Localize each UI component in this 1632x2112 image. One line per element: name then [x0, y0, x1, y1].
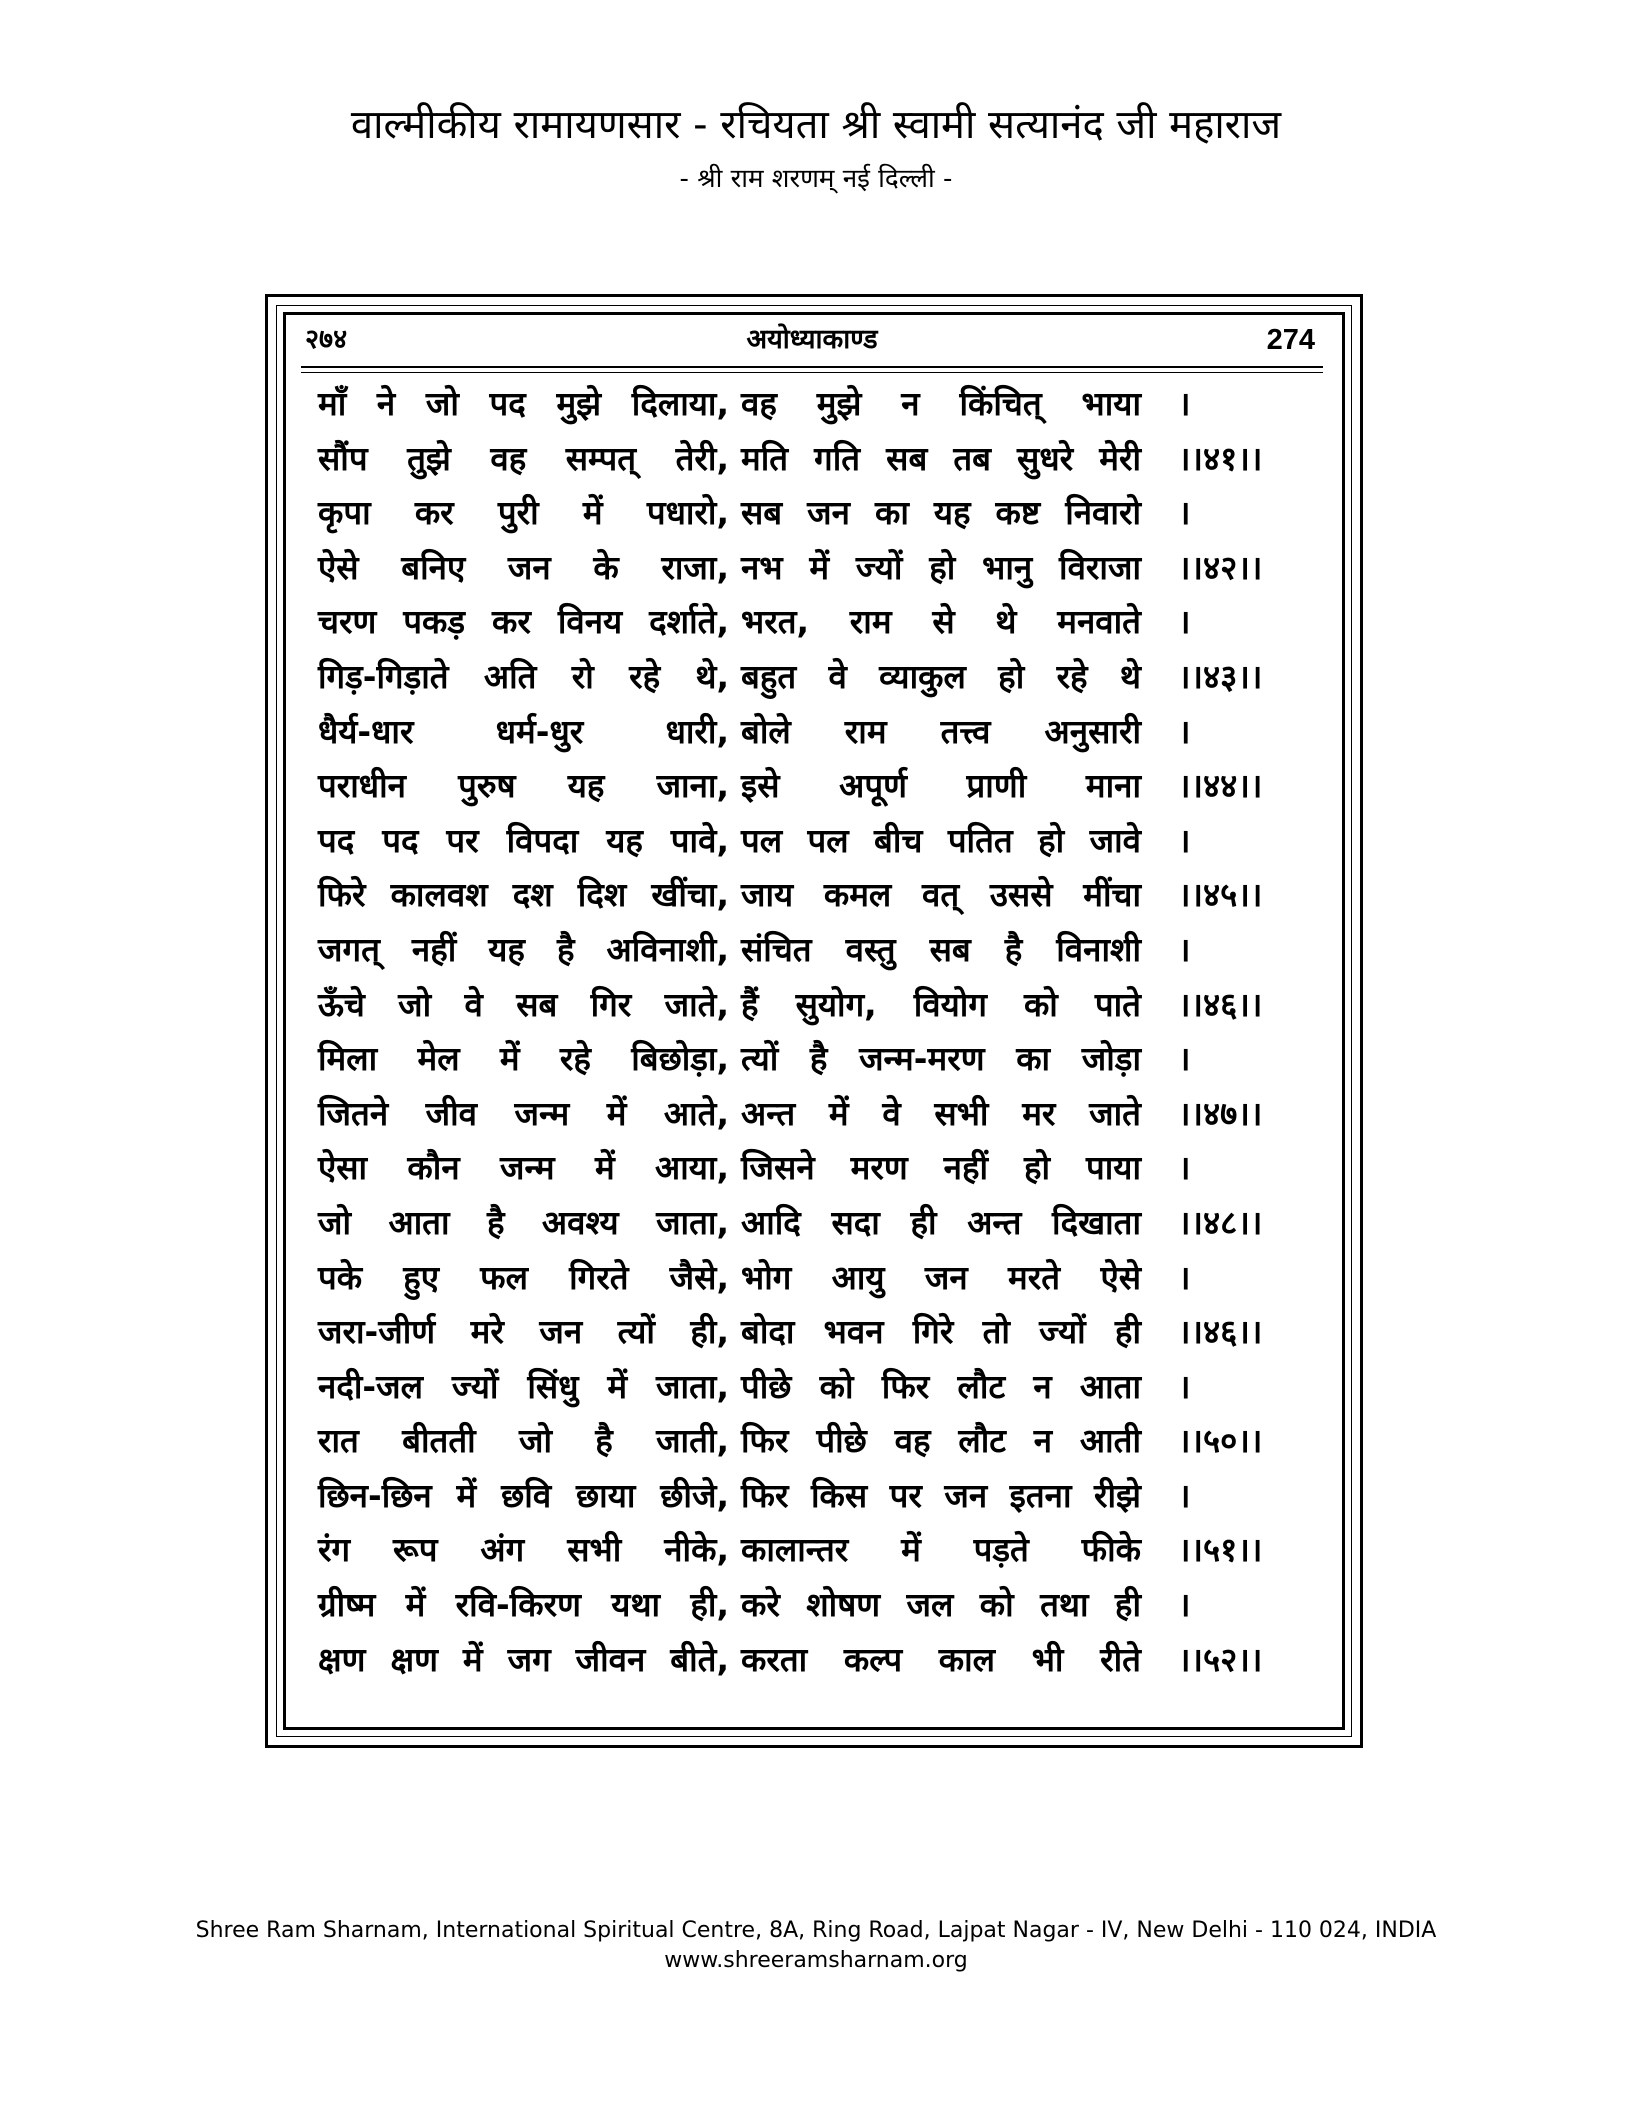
- verse-first-half: रात बीतती जो है जाती,: [318, 1421, 729, 1461]
- page-number: 274: [1266, 324, 1315, 356]
- book-title: वाल्मीकीय रामायणसार - रचियता श्री स्वामी सत्यानंद जी महाराज: [350, 102, 1282, 148]
- verse-number: ।: [1178, 384, 1191, 423]
- verse-first-half: चरण पकड़ कर विनय दर्शाते,: [318, 602, 729, 642]
- verse-second-half: कालान्तर में पड़ते फीके: [741, 1530, 1141, 1570]
- verse-number: ।: [1178, 1148, 1191, 1188]
- verse-first-half: माँ ने जो पद मुझे दिलाया,: [318, 384, 729, 423]
- verse-second-half: पीछे को फिर लौट न आता: [741, 1366, 1141, 1406]
- verse-second-half: मति गति सब तब सुधरे मेरी: [741, 438, 1141, 478]
- verse-first-half: छिन-छिन में छवि छाया छीजे,: [318, 1475, 729, 1515]
- page-heading-bar: [301, 318, 1323, 368]
- footer-address: Shree Ram Sharnam, International Spiritual Centre, 8A, Ring Road, Lajpat Nagar - IV, New Delhi - 110 024, INDIA: [195, 1918, 1437, 1943]
- book-subtitle: - श्री राम शरणम् नई दिल्ली -: [679, 164, 953, 194]
- verse-number: ।।४२।।: [1178, 547, 1263, 587]
- verse-second-half: संचित वस्तु सब है विनाशी: [741, 929, 1141, 969]
- verse-number: ।।५१।।: [1178, 1530, 1263, 1570]
- verse-second-half: हैं सुयोग, वियोग को पाते: [741, 984, 1141, 1024]
- verse-first-half: गिड़-गिड़ाते अति रो रहे थे,: [318, 656, 729, 696]
- verse-row: [0, 1634, 1632, 1689]
- verse-second-half: बोले राम तत्त्व अनुसारी: [741, 711, 1141, 751]
- verse-first-half: मिला मेल में रहे बिछोड़ा,: [318, 1039, 729, 1079]
- verse-second-half: फिर किस पर जन इतना रीझे: [741, 1475, 1141, 1515]
- verse-second-half: पल पल बीच पतित हो जावे: [741, 820, 1141, 860]
- verse-row: [0, 979, 1632, 1034]
- verse-row: [0, 433, 1632, 488]
- verse-first-half: क्षण क्षण में जग जीवन बीते,: [318, 1639, 729, 1679]
- verse-number: ।: [1178, 1585, 1191, 1625]
- verse-second-half: आदि सदा ही अन्त दिखाता: [741, 1202, 1141, 1242]
- verse-row: [0, 487, 1632, 542]
- verse-number: ।।४६।।: [1178, 1312, 1263, 1352]
- section-title: अयोध्याकाण्ड: [746, 324, 878, 355]
- verse-first-half: धैर्य-धार धर्म-धुर धारी,: [318, 711, 729, 751]
- verse-first-half: जो आता है अवश्य जाता,: [318, 1202, 729, 1242]
- verse-first-half: जितने जीव जन्म में आते,: [318, 1093, 729, 1133]
- verse-row: [0, 1197, 1632, 1252]
- verse-row: [0, 651, 1632, 706]
- verse-row: [0, 924, 1632, 979]
- footer-url: www.shreeramsharnam.org: [664, 1948, 968, 1973]
- verse-list: [0, 378, 1632, 1688]
- verse-number: ।।४७।।: [1178, 1093, 1263, 1133]
- verse-first-half: फिरे कालवश दश दिश खींचा,: [318, 875, 729, 915]
- verse-number: ।: [1178, 711, 1191, 751]
- verse-number: ।: [1178, 493, 1191, 533]
- verse-number: ।।५०।।: [1178, 1421, 1263, 1461]
- heading-rule: [301, 366, 1323, 368]
- verse-first-half: ऊँचे जो वे सब गिर जाते,: [318, 984, 729, 1024]
- verse-row: [0, 760, 1632, 815]
- verse-second-half: फिर पीछे वह लौट न आती: [741, 1421, 1141, 1461]
- verse-second-half: जाय कमल वत् उससे मींचा: [741, 875, 1141, 915]
- verse-second-half: भरत, राम से थे मनवाते: [741, 602, 1141, 642]
- verse-row: [0, 815, 1632, 870]
- heading-rule-thin: [301, 372, 1323, 373]
- verse-second-half: इसे अपूर्ण प्राणी माना: [741, 766, 1141, 806]
- verse-row: [0, 596, 1632, 651]
- verse-number: ।।४१।।: [1178, 438, 1263, 478]
- verse-second-half: सब जन का यह कष्ट निवारो: [741, 493, 1141, 533]
- verse-second-half: त्यों है जन्म-मरण का जोड़ा: [741, 1039, 1141, 1079]
- verse-second-half: भोग आयु जन मरते ऐसे: [741, 1257, 1141, 1297]
- verse-first-half: पद पद पर विपदा यह पावे,: [318, 820, 729, 860]
- verse-second-half: वह मुझे न किंचित् भाया: [741, 384, 1141, 423]
- verse-row: [0, 1579, 1632, 1634]
- verse-row: [0, 1470, 1632, 1525]
- verse-number: ।।४८।।: [1178, 1202, 1263, 1242]
- verse-row: [0, 1142, 1632, 1197]
- verse-row: [0, 378, 1632, 433]
- verse-first-half: रंग रूप अंग सभी नीके,: [318, 1530, 729, 1570]
- verse-second-half: करता कल्प काल भी रीते: [741, 1639, 1141, 1679]
- verse-first-half: ऐसा कौन जन्म में आया,: [318, 1148, 729, 1188]
- verse-row: [0, 869, 1632, 924]
- verse-row: [0, 1361, 1632, 1416]
- verse-number: ।।४६।।: [1178, 984, 1263, 1024]
- verse-first-half: कृपा कर पुरी में पधारो,: [318, 493, 729, 533]
- verse-number: ।: [1178, 1366, 1191, 1406]
- verse-number: ।: [1178, 820, 1191, 860]
- verse-number: ।।४४।।: [1178, 766, 1263, 806]
- verse-second-half: करे शोषण जल को तथा ही: [741, 1585, 1141, 1625]
- verse-row: [0, 542, 1632, 597]
- verse-row: [0, 1088, 1632, 1143]
- verse-number: ।।५२।।: [1178, 1639, 1263, 1679]
- verse-number: ।: [1178, 1475, 1191, 1515]
- verse-row: [0, 1252, 1632, 1307]
- verse-row: [0, 1524, 1632, 1579]
- verse-first-half: पराधीन पुरुष यह जाना,: [318, 766, 729, 806]
- verse-row: [0, 1415, 1632, 1470]
- verse-first-half: जगत् नहीं यह है अविनाशी,: [318, 929, 729, 969]
- verse-second-half: बहुत वे व्याकुल हो रहे थे: [741, 656, 1141, 696]
- verse-number: ।: [1178, 1257, 1191, 1297]
- verse-row: [0, 706, 1632, 761]
- verse-row: [0, 1306, 1632, 1361]
- verse-number: ।।४५।।: [1178, 875, 1263, 915]
- verse-second-half: नभ में ज्यों हो भानु विराजा: [741, 547, 1141, 587]
- verse-first-half: पके हुए फल गिरते जैसे,: [318, 1257, 729, 1297]
- verse-first-half: ग्रीष्म में रवि-किरण यथा ही,: [318, 1585, 729, 1625]
- verse-number: ।: [1178, 1039, 1191, 1079]
- verse-number: ।: [1178, 602, 1191, 642]
- verse-second-half: अन्त में वे सभी मर जाते: [741, 1093, 1141, 1133]
- verse-row: [0, 1033, 1632, 1088]
- verse-second-half: जिसने मरण नहीं हो पाया: [741, 1148, 1141, 1188]
- verse-first-half: नदी-जल ज्यों सिंधु में जाता,: [318, 1366, 729, 1406]
- verse-first-half: सौंप तुझे वह सम्पत् तेरी,: [318, 438, 729, 478]
- verse-second-half: बोदा भवन गिरे तो ज्यों ही: [741, 1312, 1141, 1352]
- verse-number: ।।४३।।: [1178, 656, 1263, 696]
- verse-first-half: ऐसे बनिए जन के राजा,: [318, 547, 729, 587]
- hindi-page-number: २७४: [305, 324, 348, 355]
- verse-first-half: जरा-जीर्ण मरे जन त्यों ही,: [318, 1312, 729, 1352]
- verse-number: ।: [1178, 929, 1191, 969]
